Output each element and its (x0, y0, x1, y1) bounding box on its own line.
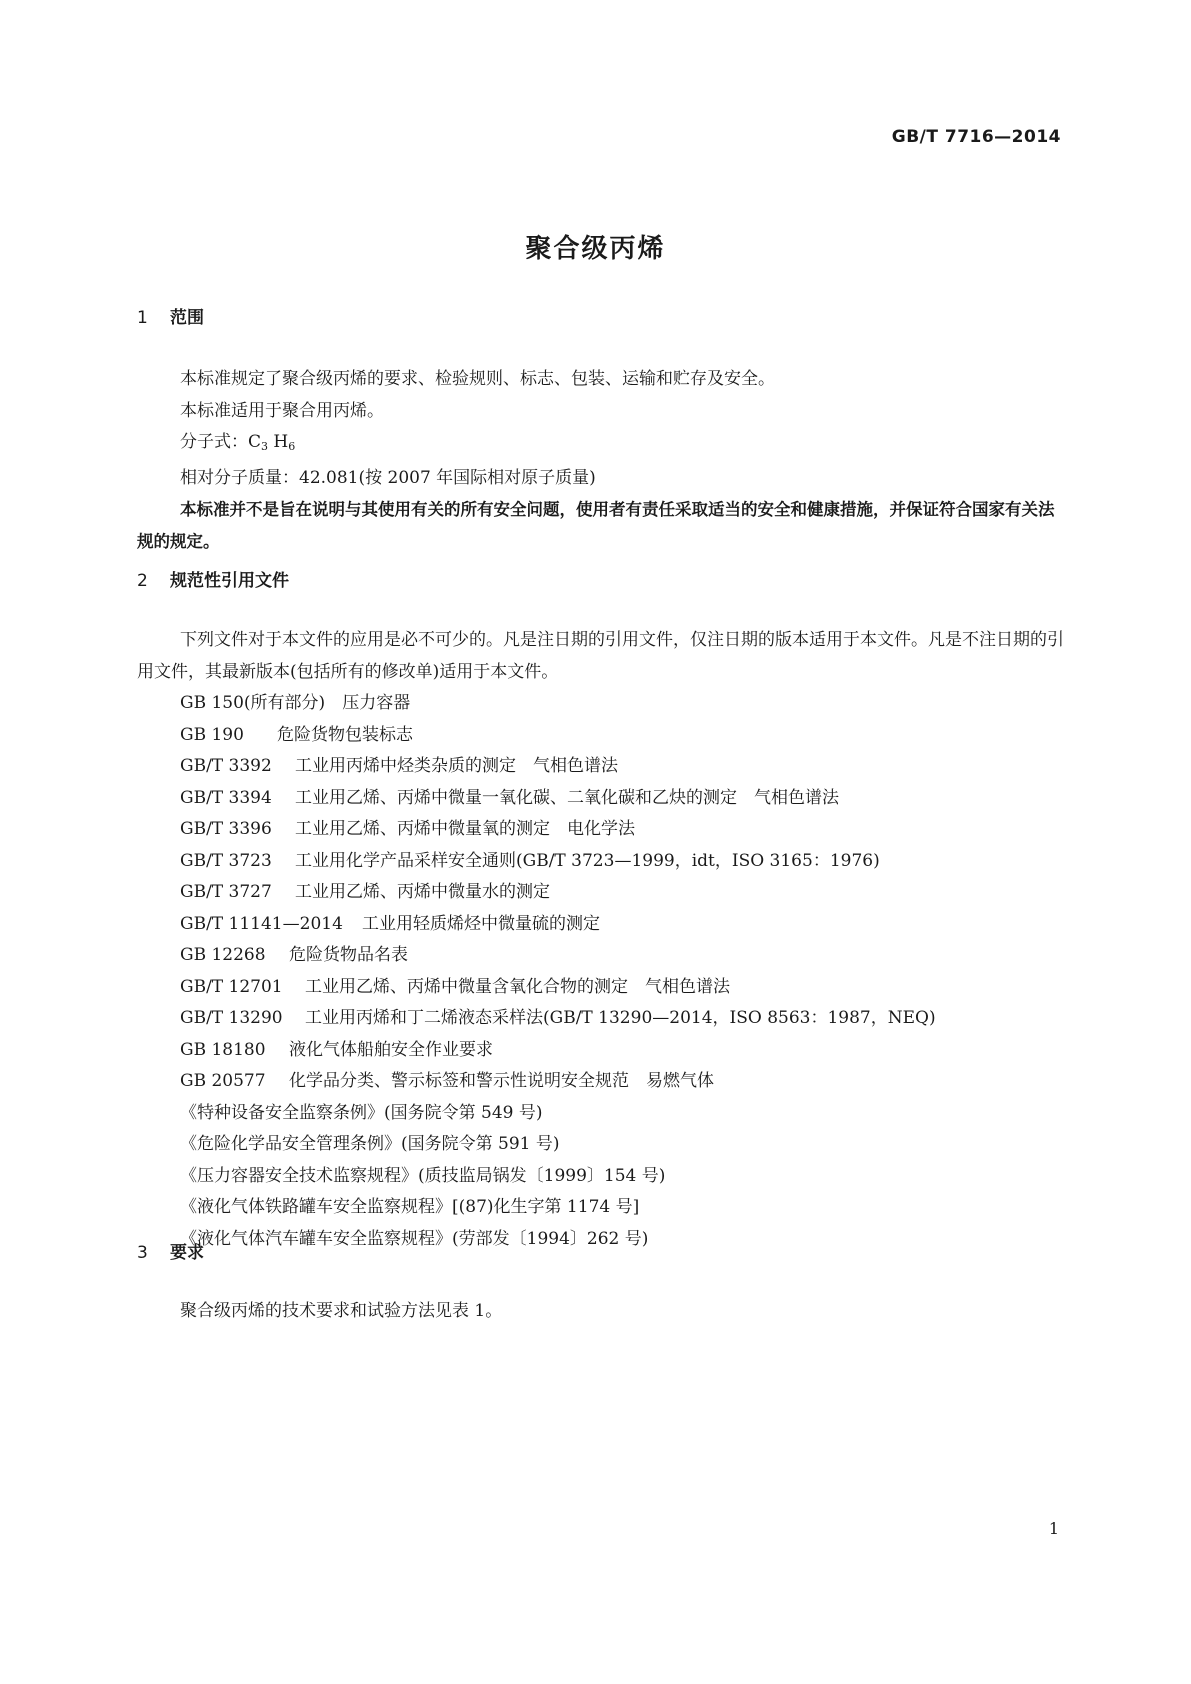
reference-title: 工业用乙烯、丙烯中微量氧的测定 电化学法 (295, 819, 635, 839)
section-title: 要求 (170, 1243, 204, 1263)
reference-title: 工业用化学产品采样安全通则(GB/T 3723—1999，idt，ISO 3165：1976) (295, 850, 880, 871)
reference-code: GB/T 3392 (180, 756, 272, 776)
reference-code: GB 150(所有部分) (180, 693, 326, 713)
regulation-item: 《液化气体汽车罐车安全监察规程》(劳部发〔1994〕262 号) (180, 1228, 649, 1249)
safety-warning: 本标准并不是旨在说明与其使用有关的所有安全问题，使用者有责任采取适当的安全和健康措施，并保证符合国家有关法规的规定。 (137, 500, 1055, 551)
reference-code: GB/T 3723 (180, 850, 272, 871)
paragraph: 聚合级丙烯的技术要求和试验方法见表 1。 (180, 1301, 503, 1321)
reference-title: 工业用轻质烯烃中微量硫的测定 (362, 913, 600, 934)
section-number: 1 (137, 308, 148, 328)
reference-item (137, 1003, 1067, 1035)
reference-title: 工业用丙烯和丁二烯液态采样法(GB/T 13290—2014，ISO 8563：1987，NEQ) (305, 1008, 936, 1028)
reference-item (137, 846, 1067, 878)
paragraph: 下列文件对于本文件的应用是必不可少的。凡是注日期的引用文件，仅注日期的版本适用于本文件。凡是不注日期的引用文件，其最新版本(包括所有的修改单)适用于本文件。 (137, 630, 1064, 682)
reference-item (137, 1066, 1067, 1098)
regulation-item: 《特种设备安全监察条例》(国务院令第 549 号) (180, 1102, 543, 1123)
reference-code: GB 190 (180, 724, 244, 745)
reference-code: GB/T 3396 (180, 819, 272, 839)
reference-code: GB 18180 (180, 1039, 266, 1060)
section-3-heading (137, 1241, 204, 1265)
regulation-item: 《危险化学品安全管理条例》(国务院令第 591 号) (180, 1134, 560, 1154)
reference-title: 工业用丙烯中烃类杂质的测定 气相色谱法 (295, 756, 618, 776)
reference-title: 液化气体船舶安全作业要求 (289, 1039, 493, 1060)
reference-code: GB 20577 (180, 1071, 266, 1091)
section-title: 范围 (170, 308, 204, 328)
reference-title: 危险货物品名表 (289, 945, 408, 965)
reference-title: 工业用乙烯、丙烯中微量一氧化碳、二氧化碳和乙炔的测定 气相色谱法 (295, 787, 839, 808)
reference-item (137, 909, 1067, 941)
reference-item (137, 783, 1067, 815)
formula-carbon-count: 3 (261, 440, 269, 453)
reference-code: GB/T 11141—2014 (180, 913, 343, 934)
reference-item (137, 751, 1067, 783)
section-number: 2 (137, 571, 148, 591)
section-2-body (137, 625, 1067, 1255)
standard-code: GB/T 7716—2014 (891, 127, 1061, 147)
section-number: 3 (137, 1243, 148, 1263)
reference-title: 工业用乙烯、丙烯中微量含氧化合物的测定 气相色谱法 (305, 976, 730, 997)
molecular-formula (137, 427, 1067, 463)
formula-hydrogen: H (273, 432, 289, 452)
section-1-heading (137, 306, 204, 330)
paragraph: 本标准适用于聚合用丙烯。 (180, 400, 384, 421)
reference-code: GB/T 3394 (180, 787, 272, 808)
paragraph: 本标准规定了聚合级丙烯的要求、检验规则、标志、包装、运输和贮存及安全。 (180, 369, 775, 389)
formula-carbon: C (248, 432, 262, 452)
reference-item (137, 1035, 1067, 1067)
reference-code: GB/T 12701 (180, 976, 283, 997)
section-title: 规范性引用文件 (170, 571, 289, 591)
reference-code: GB/T 13290 (180, 1008, 283, 1028)
reference-item (137, 814, 1067, 846)
reference-code: GB 12268 (180, 945, 266, 965)
document-title: 聚合级丙烯 (525, 234, 666, 264)
reference-title: 工业用乙烯、丙烯中微量水的测定 (295, 882, 550, 902)
formula-hydrogen-count: 6 (288, 440, 296, 453)
reference-item (137, 940, 1067, 972)
paragraph: 相对分子质量：42.081(按 2007 年国际相对原子质量) (180, 467, 596, 488)
reference-item (137, 688, 1067, 720)
section-3-body (137, 1296, 1067, 1328)
section-2-heading (137, 569, 289, 593)
reference-item (137, 972, 1067, 1004)
regulation-item: 《压力容器安全技术监察规程》(质技监局锅发〔1999〕154 号) (180, 1165, 666, 1186)
reference-item (137, 877, 1067, 909)
formula-label: 分子式： (180, 432, 248, 452)
reference-title: 危险货物包装标志 (277, 724, 413, 745)
reference-title: 化学品分类、警示标签和警示性说明安全规范 易燃气体 (289, 1071, 714, 1091)
reference-code: GB/T 3727 (180, 882, 272, 902)
regulation-item: 《液化气体铁路罐车安全监察规程》[(87)化生字第 1174 号] (180, 1197, 640, 1217)
reference-item (137, 720, 1067, 752)
section-1-body (137, 364, 1067, 557)
reference-title: 压力容器 (342, 693, 411, 713)
page-number: 1 (1048, 1519, 1059, 1538)
